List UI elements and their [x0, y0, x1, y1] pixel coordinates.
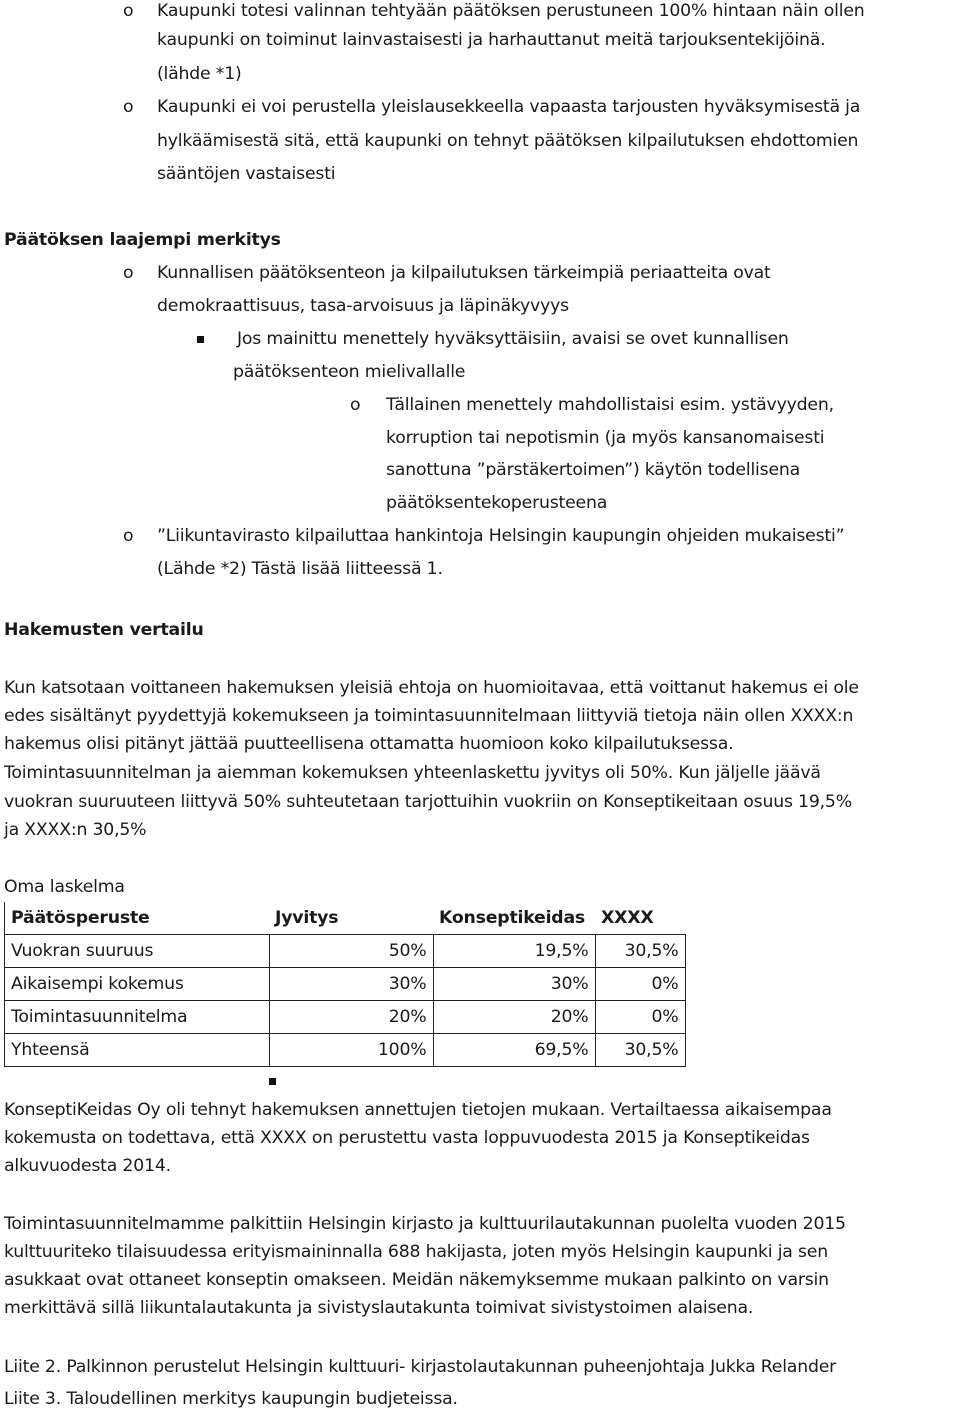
- table-cell: Aikaisempi kokemus: [5, 968, 270, 1001]
- table-header-cell: XXXX: [595, 902, 685, 935]
- section-heading-vertailu: Hakemusten vertailu: [4, 620, 204, 640]
- paragraph-line: edes sisältänyt pyydettyjä kokemukseen ja toimintasuunnitelmaan liittyviä tietoja näin ollen XXXX:n: [4, 706, 854, 726]
- paragraph-line: kulttuuriteko tilaisuudessa erityismaininnalla 688 hakijasta, joten myös Helsingin kaupunki ja sen: [4, 1242, 828, 1262]
- table-cell: 20%: [269, 1001, 433, 1034]
- square-bullet-icon: [269, 1078, 276, 1085]
- table-row: [5, 1001, 686, 1034]
- paragraph-line: Toimintasuunnitelman ja aiemman kokemuksen yhteenlaskettu jyvitys oli 50%. Kun jäljelle jäävä: [4, 763, 821, 783]
- table-cell: Yhteensä: [5, 1034, 270, 1067]
- square-bullet-icon: [197, 336, 204, 343]
- list-marker: o: [123, 97, 134, 117]
- list-marker: o: [123, 1, 134, 21]
- paragraph-line: hakemus olisi pitänyt jättää puutteellisena ottamatta huomioon koko kilpailutuksessa.: [4, 734, 734, 754]
- table-header-cell: Konseptikeidas: [433, 902, 595, 935]
- intro-item-2-line-3: sääntöjen vastaisesti: [157, 164, 336, 184]
- merkitys-item-1-line-2: demokraattisuus, tasa-arvoisuus ja läpinäkyvyys: [157, 296, 569, 316]
- table-row: [5, 1034, 686, 1067]
- merkitys-sub-1-line-2: päätöksenteon mielivallalle: [233, 362, 466, 382]
- table-header-cell: Jyvitys: [269, 902, 433, 935]
- table-cell: 30,5%: [595, 1034, 685, 1067]
- section-heading-merkitys: Päätöksen laajempi merkitys: [4, 230, 281, 250]
- paragraph-line: KonseptiKeidas Oy oli tehnyt hakemuksen annettujen tietojen mukaan. Vertailtaessa aikaisempaa: [4, 1100, 832, 1120]
- paragraph-line: alkuvuodesta 2014.: [4, 1156, 171, 1176]
- table-row: [5, 935, 686, 968]
- paragraph-line: merkittävä sillä liikuntalautakunta ja sivistyslautakunta toimivat sivistystoimen alaisena.: [4, 1298, 754, 1318]
- paragraph-line: asukkaat ovat ottaneet konseptin omakseen. Meidän näkemyksemme mukaan palkinto on varsin: [4, 1270, 829, 1290]
- table-cell: 50%: [269, 935, 433, 968]
- intro-item-1-line-1: Kaupunki totesi valinnan tehtyään päätöksen perustuneen 100% hintaan näin ollen: [157, 1, 865, 21]
- table-cell: Vuokran suuruus: [5, 935, 270, 968]
- table-cell: 30%: [269, 968, 433, 1001]
- merkitys-subsub-1-line-3: sanottuna ”pärstäkertoimen”) käytön todellisena: [386, 460, 801, 480]
- list-marker: o: [123, 526, 134, 546]
- paragraph-line: Toimintasuunnitelmamme palkittiin Helsingin kirjasto ja kulttuurilautakunnan puolelta vuoden 2015: [4, 1214, 846, 1234]
- merkitys-item-1-line-1: Kunnallisen päätöksenteon ja kilpailutuksen tärkeimpiä periaatteita ovat: [157, 263, 771, 283]
- table-cell: 69,5%: [433, 1034, 595, 1067]
- merkitys-item-2-line-1: ”Liikuntavirasto kilpailuttaa hankintoja Helsingin kaupungin ohjeiden mukaisesti”: [157, 526, 845, 546]
- table-cell: 20%: [433, 1001, 595, 1034]
- table-cell: 0%: [595, 1001, 685, 1034]
- calculation-table: [4, 902, 686, 1067]
- table-cell: 19,5%: [433, 935, 595, 968]
- paragraph-line: ja XXXX:n 30,5%: [4, 820, 147, 840]
- table-cell: 0%: [595, 968, 685, 1001]
- list-marker: o: [350, 395, 361, 415]
- merkitys-item-2-line-2: (Lähde *2) Tästä lisää liitteessä 1.: [157, 559, 443, 579]
- merkitys-subsub-1-line-4: päätöksentekoperusteena: [386, 493, 608, 513]
- appendix-item: Liite 3. Taloudellinen merkitys kaupungin budjeteissa.: [4, 1389, 458, 1409]
- intro-item-1-line-3: (lähde *1): [157, 64, 242, 84]
- table-cell: 100%: [269, 1034, 433, 1067]
- intro-item-2-line-1: Kaupunki ei voi perustella yleislausekkeella vapaasta tarjousten hyväksymisestä ja: [157, 97, 861, 117]
- table-header-row: [5, 902, 686, 935]
- merkitys-subsub-1-line-1: Tällainen menettely mahdollistaisi esim. ystävyyden,: [386, 395, 834, 415]
- merkitys-subsub-1-line-2: korruption tai nepotismin (ja myös kansanomaisesti: [386, 428, 825, 448]
- table-row: [5, 968, 686, 1001]
- table-cell: Toimintasuunnitelma: [5, 1001, 270, 1034]
- table-cell: 30%: [433, 968, 595, 1001]
- table-header-cell: Päätösperuste: [5, 902, 270, 935]
- paragraph-line: Kun katsotaan voittaneen hakemuksen yleisiä ehtoja on huomioitavaa, että voittanut hakemus ei ole: [4, 678, 859, 698]
- table-cell: 30,5%: [595, 935, 685, 968]
- paragraph-line: kokemusta on todettava, että XXXX on perustettu vasta loppuvuodesta 2015 ja Konseptikeidas: [4, 1128, 810, 1148]
- intro-item-1-line-2: kaupunki on toiminut lainvastaisesti ja harhauttanut meitä tarjouksentekijöinä.: [157, 30, 826, 50]
- paragraph-line: vuokran suuruuteen liittyvä 50% suhteutetaan tarjottuihin vuokriin on Konseptikeitaan osuus 19,5%: [4, 792, 852, 812]
- appendix-item: Liite 2. Palkinnon perustelut Helsingin kulttuuri- kirjastolautakunnan puheenjohtaja Jukka Relander: [4, 1357, 837, 1377]
- intro-item-2-line-2: hylkäämisestä sitä, että kaupunki on tehnyt päätöksen kilpailutuksen ehdottomien: [157, 131, 859, 151]
- table-caption: Oma laskelma: [4, 877, 125, 897]
- list-marker: o: [123, 263, 134, 283]
- merkitys-sub-1-line-1: Jos mainittu menettely hyväksyttäisiin, avaisi se ovet kunnallisen: [237, 329, 789, 349]
